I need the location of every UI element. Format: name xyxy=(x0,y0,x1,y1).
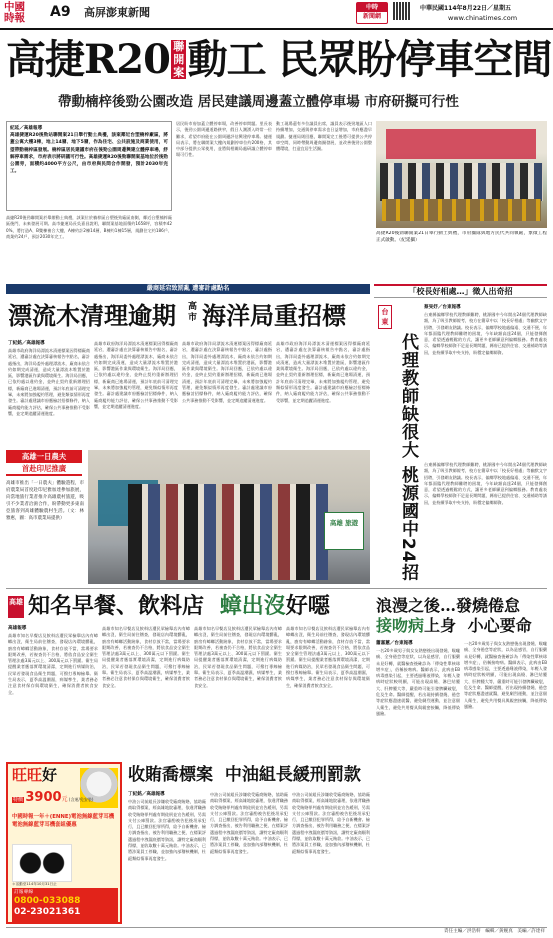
headline-part2: 動工 民眾盼停車空間 xyxy=(187,36,552,83)
breakfast-tag: 高雄 xyxy=(8,596,24,618)
promo-tag xyxy=(6,450,82,476)
chinatimes-net-logo xyxy=(356,2,388,24)
lead-col-2: 高捷R20後勁聯開案於舉辦動土典禮，該案位於楠梓區台塑後勁廠區南側，鄰近台塑楠梓廠區後門，未來發展可期。高市捷運局長吳嘉昌說明，聯開案基地面積約1658坪，容積率420%，將打造A、B雙棟複合大樓，A棟約計2棟14層，B棟約1棟15層，規劃住宅約186戶、商業約24戶，預計2030年完工。 xyxy=(6,215,172,239)
brand-bottom: 新聞網 xyxy=(362,13,381,20)
covid-col-2: 一名20多歲男子與女友熱戀後出現發燒、喉嚨痛、全身倦怠等症狀，以為是感冒，自行服藥未見好轉，就醫檢查後確診為「傳染性單核球增多症」，俗稱接吻病。醫師表示，此病由EB病毒感染引起，主要透過唾液傳染，年輕人發病時症狀較明顯，可能出現高燒、淋巴結腫大、肝脾腫大等，嚴重時可能引發脾臟破裂，危及生命。醫師提醒，若出現持續發燒、倦怠等症狀應盡速就醫，避免劇烈運動，並注意個人衛生，避免共用餐具與親密接觸，降低傳染風險。 xyxy=(464,641,547,709)
drift-byline: 丁紀銘／高雄報導 xyxy=(8,341,45,346)
lead-headline xyxy=(6,34,552,88)
teacher-title: 代理教師缺很大 桃源國中24招 xyxy=(398,333,418,582)
promo-tag-line1: 高雄一日農夫 xyxy=(21,452,67,461)
china-times-logo xyxy=(4,2,46,26)
breakfast-headline xyxy=(28,590,330,622)
subscription-ad xyxy=(6,762,122,924)
drift-col-2: 高雄市政府海洋局漂流木清運標案因得標廠商延宕，遭審計處在決算審核報告中點名，審計處指出，海洋局委外處理漂流木，廠商未依合約如期完成清運，造成大量漂流木堆置於港區，影響港區作業與環境衛生。海洋局回應，已依約處以違約金，並終止契約重新辦理招標，新廠商已進場清運，預計年底前可清理完畢，未來將加強履約管理，避免類似情形再度發生。審計處建議市府應檢討招標條件，納入廠商履約能力評估，確保公共事務推動不受影響，並定期追蹤清運進度。 xyxy=(94,341,178,409)
drift-headline-a: 漂流木清理逾期 xyxy=(8,301,176,330)
breakfast-col-3: 高雄市知名早餐店及飲料店遭民眾檢舉店內有蟑螂出沒，衛生局前往稽查，發現店內環境髒亂，廚房有蟑螂活動跡象，食材存放不當，當場要求限期改善，若複查仍不合格，將依食品安全衛生管理法處3萬元以上、300萬元以下罰鍰。衛生局提醒業者應落實環境清潔，定期進行病媒防治，民眾若發現食品衛生問題，可撥打專線檢舉。衛生局表示，夏季高溫潮濕，病媒孳生，業者務必注意食材保存與環境衛生，確保消費者飲食安全。 xyxy=(194,626,282,688)
teacher-body-2: 台東縣偏鄉學校代理教師難聘，桃源國中今年開出24個代理教師缺額，為了吸引教師報考，校方在簡章中以「校長好相處」等幽默文字招聘，引發網友熱議。校長表示，偏鄉學校地處偏遠、交通不便，年年都面臨代理教師難聘的困境，今年缺額高達24個，只能發揮創意，希望透過輕鬆的方式，讓更多老師願意到偏鄉服務。教育處表示，偏鄉學校師資不足是長期問題，縣府已提供住宿、交通補助等誘因，並持續爭取中央支持，盼穩定偏鄉師資。 xyxy=(424,462,547,505)
headline-tag: 聯開案 xyxy=(173,40,185,79)
tender-headline xyxy=(128,762,361,788)
website: www.chinatimes.com xyxy=(448,14,518,22)
covid-headline-line1: 浪漫之後…發燒倦怠 xyxy=(376,596,521,615)
breakfast-byline: 高雄報導 xyxy=(8,626,27,631)
ad-hotline-box[interactable] xyxy=(12,888,118,922)
promo-group-photo xyxy=(88,450,370,584)
teacher-kicker-text: 「校長好相處…」徵人出奇招 xyxy=(408,287,513,296)
breakfast-headline-a: 知名早餐、飲料店 xyxy=(28,593,205,619)
tender-col-3: 中油公司前組長涉嫌收受廠商賄賂，協助廠商取得標案，經高雄地院審理，依違背職務收受賄賂罪判處有期徒刑並宣告緩刑，另需支付公庫罰款。法官審酌被告犯後坦承犯行，且已繳回犯罪所得，給予自新機會。檢方調查指出，被告利用職務之便，在標案評選過程中洩漏底價等資訊，讓特定廠商順利得標，並收取數十萬元賄款。中油表示，已將涉案員工停職，並加強內部稽核機制，杜絕類似情事再度發生。 xyxy=(292,792,370,854)
ad-logo-b: 好 xyxy=(42,766,58,784)
masthead-rule xyxy=(0,28,553,30)
photo-caption: 高捷R20後勁聯開案21日舉行動土典禮，市府團隊與地方民代共同執鏟，象徵工程正式啟動。（紀延攝） xyxy=(376,231,547,243)
covid-byline: 蕭嘉蕙／台東報導 xyxy=(376,641,413,646)
headline-part1: 高捷R20 xyxy=(6,36,170,83)
breakfast-col-2: 高雄市知名早餐店及飲料店遭民眾檢舉店內有蟑螂出沒，衛生局前往稽查，發現店內環境髒亂，廚房有蟑螂活動跡象，食材存放不當，當場要求限期改善，若複查仍不合格，將依食品安全衛生管理法處3萬元以上、300萬元以下罰鍰。衛生局提醒業者應落實環境清潔，定期進行病媒防治，民眾若發現食品衛生問題，可撥打專線檢舉。衛生局表示，夏季高溫潮濕，病媒孳生，業者務必注意食材保存與環境衛生，確保消費者飲食安全。 xyxy=(102,626,190,688)
tender-byline: 丁紀銘／高雄報導 xyxy=(128,792,165,797)
drift-headline-tag: 高市 xyxy=(187,302,197,323)
logo-line1: 中國 xyxy=(4,1,25,13)
section-kicker xyxy=(6,284,370,294)
brand-top: 中時 xyxy=(357,3,387,12)
ad-headphone-image xyxy=(12,844,72,882)
ad-footnote: ＊活動至114年10月31日止 xyxy=(12,882,57,886)
teacher-kicker xyxy=(374,284,547,298)
drift-headline-b: 海洋局重招標 xyxy=(202,301,346,330)
qr-code xyxy=(393,2,411,20)
tender-col-1: 中油公司前組長涉嫌收受廠商賄賂，協助廠商取得標案，經高雄地院審理，依違背職務收受賄賂罪判處有期徒刑並宣告緩刑，另需支付公庫罰款。法官審酌被告犯後坦承犯行，且已繳回犯罪所得，給予自新機會。檢方調查指出，被告利用職務之便，在標案評選過程中洩漏底價等資訊，讓特定廠商順利得標，並收取數十萬元賄款。中油表示，已將涉案員工停職，並加強內部稽核機制，杜絕類似情事再度發生。 xyxy=(128,799,206,861)
promo-body: 高雄市推出「一日農夫」體驗遊程，市府農業局首度赴印尼雅加達參加旅展，向當地旅行業者推介高雄農村旅遊，吸引不少業者洽詢合作，盼帶動更多東南亞旅客到高雄體驗農村生活。（文：林雅惠，圖：高市農業局提供） xyxy=(6,481,84,521)
tender-headline-a: 收賄喬標案 xyxy=(128,765,213,785)
ad-price-unit: 元 xyxy=(61,796,68,803)
breakfast-col-4: 高雄市知名早餐店及飲料店遭民眾檢舉店內有蟑螂出沒，衛生局前往稽查，發現店內環境髒亂，廚房有蟑螂活動跡象，食材存放不當，當場要求限期改善，若複查仍不合格，將依食品安全衛生管理法處3萬元以上、300萬元以下罰鍰。衛生局提醒業者應落實環境清潔，定期進行病媒防治，民眾若發現食品衛生問題，可撥打專線檢舉。衛生局表示，夏季高溫潮濕，病媒孳生，業者務必注意食材保存與環境衛生，確保消費者飲食安全。 xyxy=(286,626,370,688)
covid-headline-line2 xyxy=(376,616,532,636)
ad-hotline-label: 訂報專線 xyxy=(14,890,34,895)
lead-subhead: 帶動楠梓後勁公園改造 居民建議周邊蓋立體停車場 市府研擬可行性 xyxy=(58,94,459,110)
lead-col-3: 居民盼市府加蓋立體停車場，改善停車問題。里長表示，後勁公園周邊道路狹窄，假日人潮湧入時常一位難求，希望市府能在公園周邊評估興建停車場。捷運局表示，將在聯開案大樓內規劃停車位約200格，其中部分提供公眾使用，並將與相關局處研議立體停車場可行性。 xyxy=(176,121,272,158)
ad-logo xyxy=(12,767,57,784)
logo-line2: 時報 xyxy=(4,12,25,24)
promo-people xyxy=(128,484,328,580)
tender-headline-b: 中油組長緩刑罰款 xyxy=(224,765,361,785)
ad-price-label: 特價 xyxy=(13,797,24,803)
ad-price-note: (含運/免安裝) xyxy=(68,797,94,802)
ad-hotline2: 02-23021361 xyxy=(14,907,81,917)
promo-banner-right xyxy=(324,512,364,550)
ad-price: 3900 xyxy=(25,790,62,805)
ad-logo-a: 旺旺 xyxy=(12,766,43,784)
breakfast-headline-b: 蟑出沒 xyxy=(219,593,286,619)
issue-date: 中華民國114年8月22日／星期五 xyxy=(420,5,512,12)
lead-byline: 紀延／高雄報導 xyxy=(10,126,43,131)
teacher-body-1: 台東縣偏鄉學校代理教師難聘，桃源國中今年開出24個代理教師缺額，為了吸引教師報考，校方在簡章中以「校長好相處」等幽默文字招聘，引發網友熱議。校長表示，偏鄉學校地處偏遠、交通不便，年年都面臨代理教師難聘的困境，今年缺額高達24個，只能發揮創意，希望透過輕鬆的方式，讓更多老師願意到偏鄉服務。教育處表示，偏鄉學校師資不足是長期問題，縣府已提供住宿、交通補助等誘因，並持續爭取中央支持，盼穩定偏鄉師資。 xyxy=(424,312,547,355)
breakfast-headline-c: 好噁 xyxy=(285,593,330,619)
covid-headline-c: 上身 xyxy=(424,616,457,635)
section-kicker-text: 嚴商延宕致罰亂 遭審計處點名 xyxy=(146,285,230,292)
promo-banner-text: 高雄 旅遊 xyxy=(329,519,359,527)
ad-promo xyxy=(12,814,118,829)
drift-col-1: 高雄市政府海洋局漂流木清運標案因得標廠商延宕，遭審計處在決算審核報告中點名，審計處指出，海洋局委外處理漂流木，廠商未依合約如期完成清運，造成大量漂流木堆置於港區，影響港區作業與環境衛生。海洋局回應，已依約處以違約金，並終止契約重新辦理招標，新廠商已進場清運，預計年底前可清理完畢，未來將加強履約管理，避免類似情形再度發生。審計處建議市府應檢討招標條件，納入廠商履約能力評估，確保公共事務推動不受影響，並定期追蹤清運進度。 xyxy=(8,348,90,416)
groundbreaking-photo xyxy=(376,121,547,228)
ad-price-row xyxy=(12,788,93,808)
lead-summary-text: 高雄捷運R20後勁站聯開案21日舉行動土典禮，該案鄰近台塑楠梓廠區，將蓋公寓大樓3棟，地上14層、地下5層，作為住宅、公共設施及商業使用，可望帶動楠梓區發展。楠梓區居民建議市府在後勁公園周邊興建立體停車場，紓解停車需求，市府表示將研議可行性。高雄捷運R20後勁聯開案基地位於後勁公園旁，面積約4000平方公尺，由市府與民間合作開發，預計2030年完工。 xyxy=(10,133,168,175)
shovels xyxy=(382,199,541,221)
promo-tag-line2: 首赴印尼推廣 xyxy=(6,463,82,474)
covid-col-1: 一名20多歲男子與女友熱戀後出現發燒、喉嚨痛、全身倦怠等症狀，以為是感冒，自行服藥未見好轉，就醫檢查後確診為「傳染性單核球增多症」，俗稱接吻病。醫師表示，此病由EB病毒感染引起，主要透過唾液傳染，年輕人發病時症狀較明顯，可能出現高燒、淋巴結腫大、肝脾腫大等，嚴重時可能引發脾臟破裂，危及生命。醫師提醒，若出現持續發燒、倦怠等症狀應盡速就醫，避免劇烈運動，並注意個人衛生，避免共用餐具與親密接觸，降低傳染風險。 xyxy=(376,648,460,716)
breakfast-col-1: 高雄市知名早餐店及飲料店遭民眾檢舉店內有蟑螂出沒，衛生局前往稽查，發現店內環境髒亂，廚房有蟑螂活動跡象，食材存放不當，當場要求限期改善，若複查仍不合格，將依食品安全衛生管理法處3萬元以上、300萬元以下罰鍰。衛生局提醒業者應落實環境清潔，定期進行病媒防治，民眾若發現食品衛生問題，可撥打專線檢舉。衛生局表示，夏季高溫潮濕，病媒孳生，業者務必注意食材保存與環境衛生，確保消費者飲食安全。 xyxy=(8,633,98,695)
mid-rule xyxy=(6,588,547,589)
drift-col-3: 高雄市政府海洋局漂流木清運標案因得標廠商延宕，遭審計處在決算審核報告中點名，審計處指出，海洋局委外處理漂流木，廠商未依合約如期完成清運，造成大量漂流木堆置於港區，影響港區作業與環境衛生。海洋局回應，已依約處以違約金，並終止契約重新辦理招標，新廠商已進場清運，預計年底前可清理完畢，未來將加強履約管理，避免類似情形再度發生。審計處建議市府應檢討招標條件，納入廠商履約能力評估，確保公共事務推動不受影響，並定期追蹤清運進度。 xyxy=(182,341,272,403)
masthead xyxy=(0,0,553,28)
footer-credits: 責任主編／洪浩軒 編輯／黃婉真 美編／許達祥 xyxy=(443,929,545,934)
page-number: A9 xyxy=(50,4,71,20)
section-name: 高屏澎東新聞 xyxy=(84,6,150,19)
teacher-byline: 蔡旻妤／台東報導 xyxy=(424,305,461,310)
tender-col-2: 中油公司前組長涉嫌收受廠商賄賂，協助廠商取得標案，經高雄地院審理，依違背職務收受賄賂罪判處有期徒刑並宣告緩刑，另需支付公庫罰款。法官審酌被告犯後坦承犯行，且已繳回犯罪所得，給予自新機會。檢方調查指出，被告利用職務之便，在標案評選過程中洩漏底價等資訊，讓特定廠商順利得標，並收取數十萬元賄款。中油表示，已將涉案員工停職，並加強內部稽核機制，杜絕類似情事再度發生。 xyxy=(210,792,288,854)
ad-hotline: 0800-033088 xyxy=(14,896,81,906)
lead-col-4: 動工現場還有多位議員出席，議員表示後勁地區人口持續增加，交通與停車需求也日益增加，市府應盡早規劃。捷運局則回應，聯開案完工後將可提供公共停車空間，同時帶動周邊商圈發展，並改善後勁公園整體環境，打造宜居生活圈。 xyxy=(276,121,372,152)
footer-rule xyxy=(6,927,547,928)
lead-summary-box xyxy=(6,121,172,211)
teacher-tag: 台東 xyxy=(378,305,392,329)
covid-headline-b: 接吻病 xyxy=(376,616,425,635)
officials-row xyxy=(380,163,543,201)
drift-col-4: 高雄市政府海洋局漂流木清運標案因得標廠商延宕，遭審計處在決算審核報告中點名，審計處指出，海洋局委外處理漂流木，廠商未依合約如期完成清運，造成大量漂流木堆置於港區，影響港區作業與環境衛生。海洋局回應，已依約處以違約金，並終止契約重新辦理招標，新廠商已進場清運，預計年底前可清理完畢，未來將加強履約管理，避免類似情形再度發生。審計處建議市府應檢討招標條件，納入廠商履約能力評估，確保公共事務推動不受影響，並定期追蹤清運進度。 xyxy=(276,341,370,403)
covid-headline-d: 小心要命 xyxy=(467,616,532,635)
ad-promo-line2: 電池無線藍芽耳機套組優惠 xyxy=(12,821,77,828)
ceremony-backdrop xyxy=(386,129,536,159)
ad-promo-line1: 中國時報一年＋(ENNE)電池無線藍芽耳機 xyxy=(12,814,115,820)
